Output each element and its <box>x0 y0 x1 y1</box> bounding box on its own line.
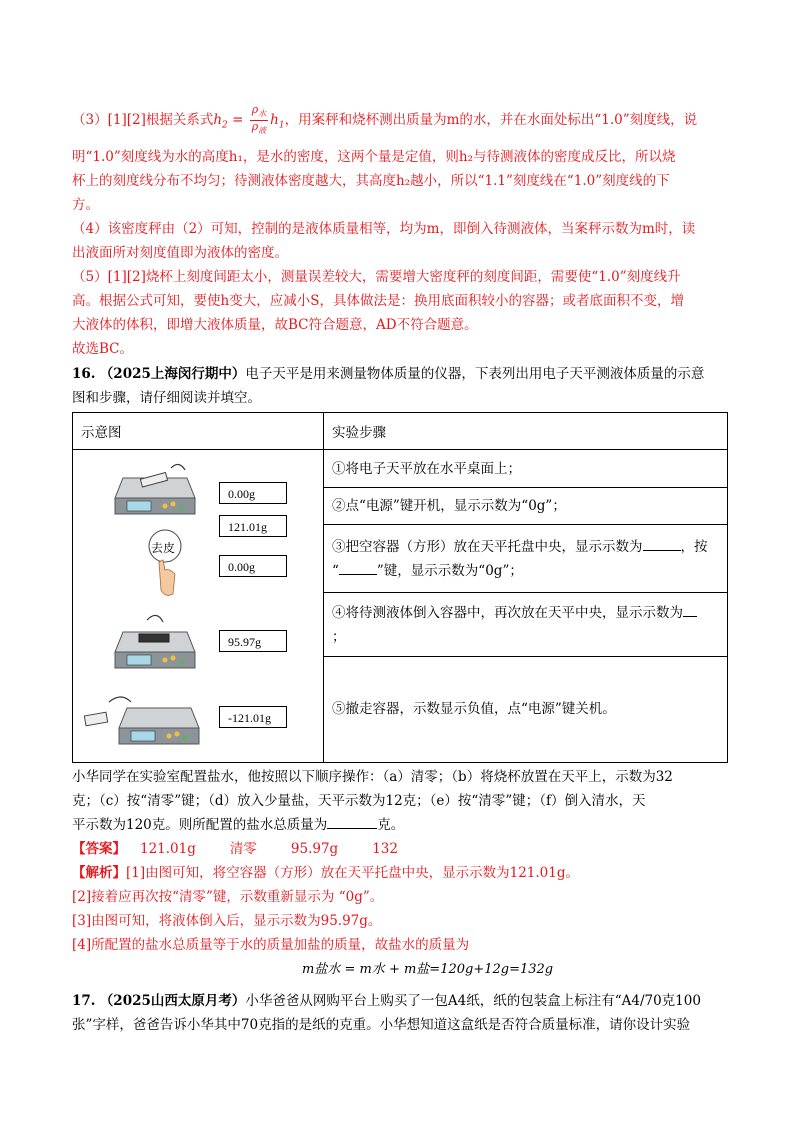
step-3: ③把空容器（方形）放在天平托盘中央，显示示数为 ，按 “ ”键，显示示数为“0g”； <box>324 525 727 593</box>
answer-blank[interactable] <box>327 814 377 829</box>
q16-extra-line3: 平示数为120克。则所配置的盐水总质量为 克。 <box>72 814 728 836</box>
analysis-line4: [4]所配置的盐水总质量等于水的质量加盐的质量，故盐水的质量为 <box>72 937 470 953</box>
electronic-scale-icon <box>113 458 197 516</box>
q17-line2: 张”字样，爸爸告诉小华其中70克指的是纸的克重。小华想知道这盒纸是否符合质量标准，请你设计实验 <box>72 1017 691 1033</box>
q16-extra-line2: 克；（c）按“清零”键；（d）放入少量盐，天平示数为12克；（e）按“清零”键；（f）倒入清水，天 <box>72 793 646 809</box>
solution-p3-line3: 杯上的刻度线分布不均匀；待测液体密度越大，其高度h₂越小，所以“1.1”刻度线在“1.0”刻度线的下 <box>72 173 670 189</box>
answer-label: 【答案】 <box>72 841 126 857</box>
experiment-table <box>72 412 728 763</box>
q16-stem-text: 电子天平是用来测量物体质量的仪器，下表列出用电子天平测液体质量的示意 <box>245 366 705 382</box>
solution-p4-line2: 出液面所对刻度值即为液体的密度。 <box>72 245 288 261</box>
step-5: ⑤撤走容器，示数显示负值，点“电源”键关机。 <box>332 701 616 717</box>
answer-item: 95.97g <box>290 841 339 857</box>
readout-display: 95.97g <box>219 630 287 652</box>
analysis-label: 【解析】 <box>72 865 126 881</box>
readout-display: 121.01g <box>219 515 287 537</box>
readout-display: -121.01g <box>219 706 287 728</box>
tare-button-label: 去皮 <box>151 541 176 555</box>
solution-p3-line2: 明“1.0”刻度线为水的高度h₁，是水的密度，这两个量是定值，则h₂与待测液体的密度成反比，所以烧 <box>72 149 676 165</box>
density-fraction: $\frac{\rho_水}{\rho_液}$ <box>251 103 267 136</box>
formula-h2: $h_2$ <box>213 112 228 131</box>
electronic-scale-icon <box>81 688 205 750</box>
analysis-line2: [2]接着应再次按“清零”键，示数重新显示为 “0g”。 <box>72 889 384 905</box>
solution-p4-line1: （4）该密度秤由（2）可知，控制的是液体质量相等，均为m，即倒入待测液体，当案秤示数为m时，读 <box>72 221 696 237</box>
analysis-formula: m盐水 = m水 + m盐=120g+12g=132g <box>302 962 554 977</box>
answer-blank[interactable] <box>683 602 697 617</box>
q16-number: 16. <box>72 366 96 382</box>
col-header-diagram: 示意图 <box>73 413 324 450</box>
analysis-line1: 【解析】[1]由图可知，将空容器（方形）放在天平托盘中央，显示示数为121.01g。 <box>72 865 580 881</box>
diagram-cell <box>73 450 324 763</box>
solution-p3-line1: （3）[1][2]根据关系式$h_2$ = $\frac{\rho_水}{\rho_液}$ $h_1$，用案秤和烧杯测出质量为m的水，并在水面处标出“1.0”刻度线，说 <box>72 103 698 136</box>
answer-row <box>72 838 728 860</box>
solution-text: （3）[1][2]根据关系式 <box>72 112 214 129</box>
step-4: ④将待测液体倒入容器中，再次放在天平中央，显示示数为 ； <box>324 593 727 657</box>
q16-stem-line1 <box>72 363 728 385</box>
solution-text: ，用案秤和烧杯测出质量为m的水，并在水面处标出“1.0”刻度线，说 <box>284 112 698 129</box>
q16-stem-line2: 图和步骤，请仔细阅读并填空。 <box>72 390 261 406</box>
analysis-line3: [3]由图可知，将液体倒入后，显示示数为95.97g。 <box>72 913 382 929</box>
answer-blank[interactable] <box>339 560 377 575</box>
answer-item: 清零 <box>229 841 257 857</box>
step-2: ②点“电源”键开机，显示示数为“0g”； <box>324 488 727 525</box>
table-body-row <box>73 450 728 763</box>
diagram-area <box>73 450 315 762</box>
steps-cell <box>324 450 728 763</box>
answer-item: 132 <box>372 841 398 857</box>
formula-h1: $h_1$ <box>270 112 285 131</box>
answer-blank[interactable] <box>643 536 681 551</box>
electronic-scale-icon <box>113 610 197 670</box>
step-1: ①将电子天平放在水平桌面上； <box>324 451 727 488</box>
solution-p5-line1: （5）[1][2]烧杯上刻度间距太小，测量误差较大，需要增大密度秤的刻度间距，需要使“1.0”刻度线升 <box>72 269 681 285</box>
readout-display: 0.00g <box>219 555 287 577</box>
answer-item: 121.01g <box>140 841 196 857</box>
q16-extra-line1: 小华同学在实验室配置盐水，他按照以下顺序操作：（a）清零；（b）将烧杯放置在天平上，示数为32 <box>72 769 673 785</box>
q17-line1: 17. （2025山西太原月考）小华爸爸从网购平台上购买了一包A4纸，纸的包装盒上标注有“A4/70克100 <box>72 993 701 1009</box>
readout-display: 0.00g <box>219 482 287 504</box>
solution-p5-line4: 故选BC。 <box>72 341 134 357</box>
col-header-steps: 实验步骤 <box>324 413 728 450</box>
solution-p5-line3: 大液体的体积，即增大液体质量，故BC符合题意，AD不符合题意。 <box>72 317 478 333</box>
solution-p3-line4: 方。 <box>72 197 99 213</box>
q16-source: （2025上海闵行期中） <box>99 366 246 382</box>
q17-number: 17. <box>72 993 96 1009</box>
q17-source: （2025山西太原月考） <box>99 993 246 1009</box>
table-header-row <box>73 413 728 450</box>
solution-p5-line2: 高。根据公式可知，要使h变大，应减小S，具体做法是：换用底面积较小的容器；或者底面积不变，增 <box>72 293 684 309</box>
